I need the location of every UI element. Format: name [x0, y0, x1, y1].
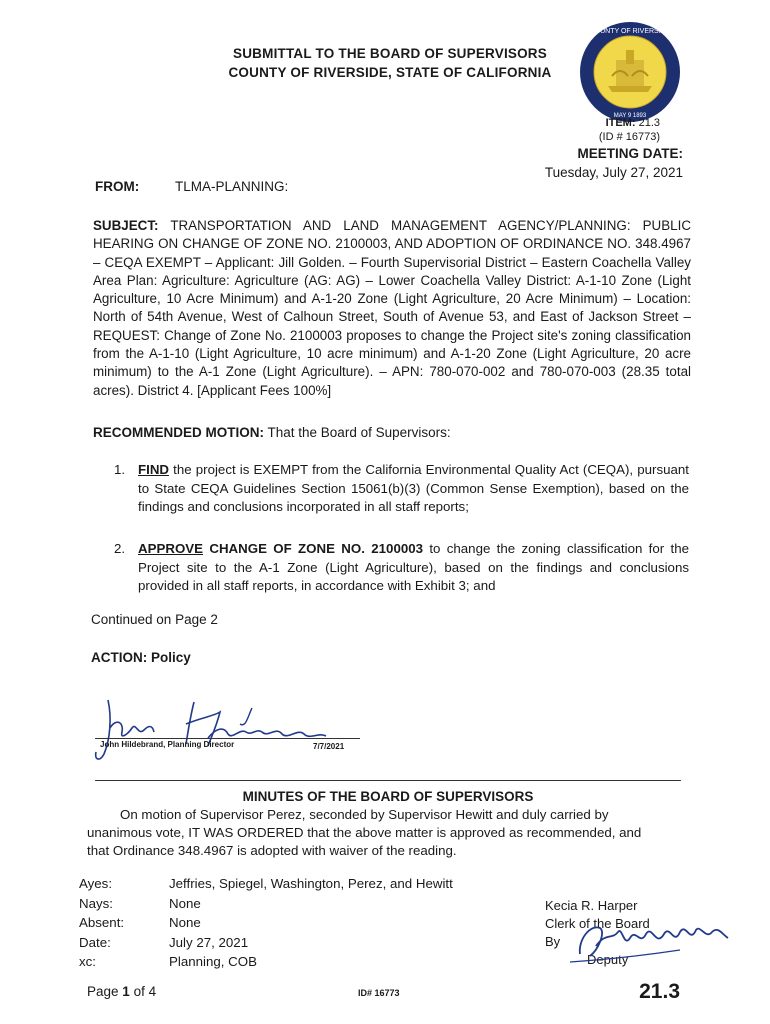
signature-line [95, 738, 360, 739]
vote-value: None [169, 915, 201, 931]
director-signature-icon [90, 688, 370, 768]
vote-label: Ayes: [79, 876, 113, 891]
vote-value: None [169, 895, 201, 911]
clerk-title: Clerk of the Board [545, 916, 650, 931]
clerk-name: Kecia R. Harper [545, 898, 638, 913]
motion-keyword: APPROVE [138, 541, 204, 556]
vote-row [79, 894, 453, 914]
vote-value: July 27, 2021 [169, 934, 249, 950]
motion-bold-text: CHANGE OF ZONE NO. 2100003 [203, 541, 424, 556]
recommended-text: That the Board of Supervisors: [267, 425, 451, 440]
minutes-line-2: unanimous vote, IT WAS ORDERED that the above matter is approved as recommended, and [87, 825, 642, 840]
clerk-by: By [545, 934, 561, 949]
county-seal-icon [578, 20, 682, 124]
motion-number: 2. [114, 541, 126, 556]
header-line-2: COUNTY OF RIVERSIDE, STATE OF CALIFORNIA [228, 65, 552, 80]
minutes-divider [95, 780, 681, 781]
footer-id: ID# 16773 [358, 988, 400, 998]
motion-number: 1. [114, 462, 126, 477]
vote-row [79, 933, 453, 953]
motion-text: the project is EXEMPT from the California Environmental Quality Act (CEQA), pursuant to State CEQA Guidelines Section 15061(b)(3) (Common Sense Exemption), based on the findings and conclusions incorporated in all staff reports; [138, 462, 689, 514]
motion-item-1 [114, 461, 689, 517]
seal-top-text: COUNTY OF RIVERSIDE [589, 28, 671, 35]
vote-row [79, 952, 453, 972]
subject-text: TRANSPORTATION AND LAND MANAGEMENT AGENCY/PLANNING: PUBLIC HEARING ON CHANGE OF ZONE NO. 2100003, AND ADOPTION OF ORDINANCE NO. 348.4967 – CEQA EXEMPT – Applicant: Jill Golden. – Fourth Supervisorial District – Eastern Coachella Valley Area Plan: Agriculture: Agriculture (AG: AG) – Lower Coachella Valley District: A-1-10 Zone (Light Agriculture, 10 Acre Minimum) and A-1-20 Zone (Light Agriculture, 20 Acre Minimum) – Location: North of 54th Avenue, West of Calhoun Street, South of Avenue 53, and East of Jackson Street – REQUEST: Change of Zone No. 2100003 proposes to change the Project site's zoning classification from the A-1-10 (Light Agriculture, 10 acre minimum) and A-1-20 Zone (Light Agriculture, 20 acre minimum) to the A-1 Zone (Light Agriculture). – APN: 780-070-002 and 780-070-003 (28.35 total acres). District 4. [Applicant Fees 100%] [93, 218, 691, 398]
from-label: FROM: [95, 179, 140, 194]
clerk-deputy: Deputy [587, 952, 629, 967]
subject-paragraph [93, 217, 691, 400]
page-total: 4 [148, 984, 157, 999]
page-number: 1 [122, 984, 130, 999]
vote-label: Absent: [79, 915, 125, 931]
item-label: ITEM: [605, 117, 636, 129]
meeting-date-value: Tuesday, July 27, 2021 [544, 165, 683, 180]
minutes-title: MINUTES OF THE BOARD OF SUPERVISORS [242, 789, 534, 804]
meeting-date-label: MEETING DATE: [577, 146, 683, 161]
recommended-label: RECOMMENDED MOTION: [93, 425, 264, 440]
vote-label: Nays: [79, 895, 113, 911]
seal-bottom-text: MAY 9 1893 [613, 113, 647, 119]
header-line-1: SUBMITTAL TO THE BOARD OF SUPERVISORS [233, 46, 547, 61]
vote-row [79, 874, 453, 894]
item-line [520, 117, 660, 129]
motion-item-2 [114, 540, 689, 596]
vote-label: xc: [79, 954, 96, 970]
minutes-body [87, 806, 683, 860]
signature-date: 7/7/2021 [313, 742, 345, 751]
vote-list [79, 874, 453, 972]
vote-label: Date: [79, 934, 111, 950]
continued-note: Continued on Page 2 [91, 612, 218, 627]
item-id-line: (ID # 16773) [598, 131, 660, 143]
action-line: ACTION: Policy [91, 650, 191, 665]
vote-value: Planning, COB [169, 954, 257, 970]
subject-label: SUBJECT: [93, 218, 159, 233]
motion-text: to change the zoning classification for the Project site to the A-1 Zone (Light Agriculture), based on the findings and conclusions provided in all staff reports, in accordance with Exhibit 3; and [138, 541, 689, 593]
signature-caption: John Hildebrand, Planning Director [100, 740, 235, 749]
recommended-motion [93, 425, 451, 440]
item-value: 21.3 [638, 117, 660, 129]
vote-row [79, 913, 453, 933]
clerk-signature-icon [560, 910, 730, 970]
from-line [95, 179, 288, 194]
minutes-line-1: On motion of Supervisor Perez, seconded by Supervisor Hewitt and duly carried by [120, 807, 609, 822]
page-prefix: Page [87, 984, 119, 999]
page-indicator [87, 984, 156, 999]
motion-keyword: FIND [138, 462, 170, 477]
minutes-line-3: that Ordinance 348.4967 is adopted with waiver of the reading. [87, 843, 457, 858]
footer-item-number: 21.3 [639, 980, 680, 1003]
vote-value: Jeffries, Spiegel, Washington, Perez, and Hewitt [169, 876, 453, 891]
page-mid: of [133, 984, 145, 999]
from-value: TLMA-PLANNING: [175, 179, 289, 194]
